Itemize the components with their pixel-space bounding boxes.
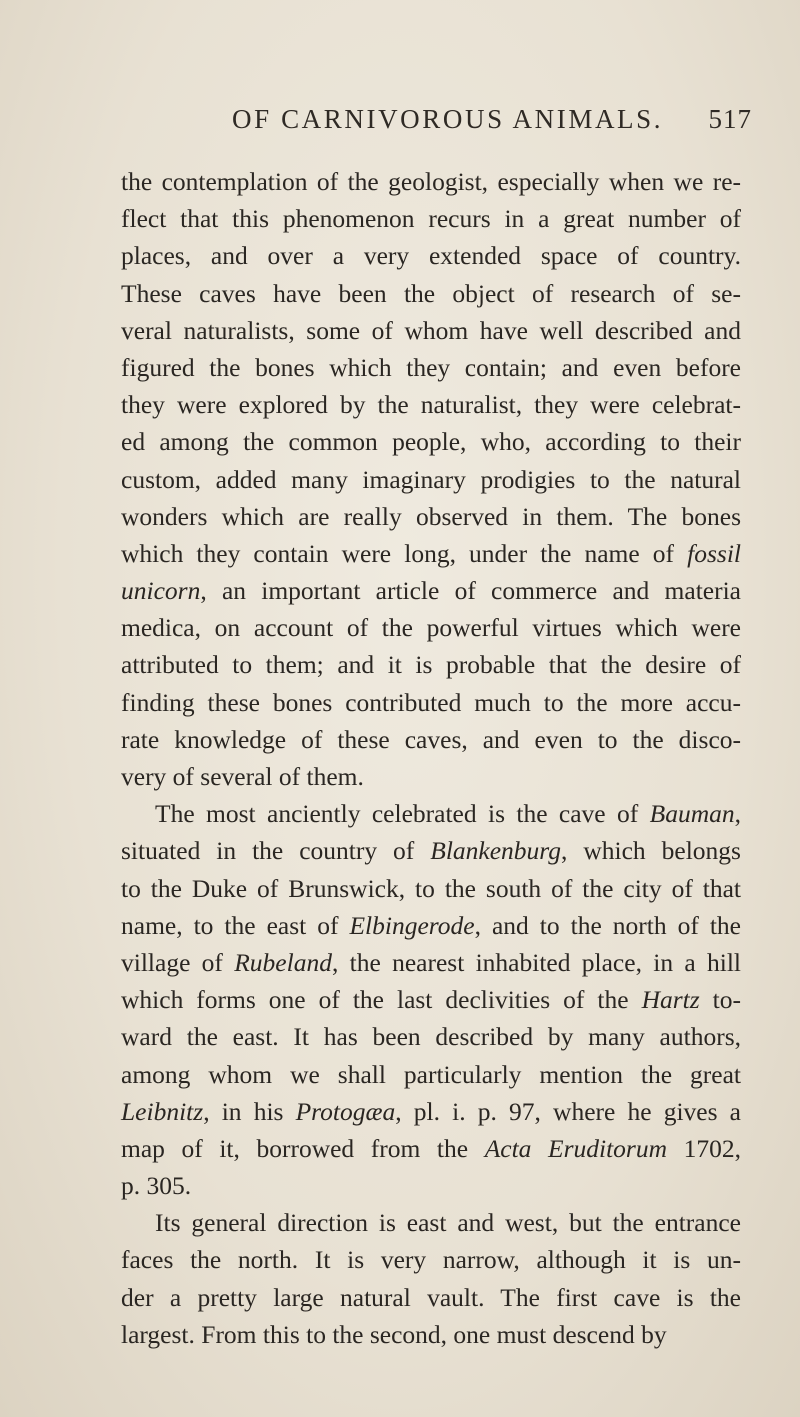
text-line: figured the bones which they contain; and even before — [121, 352, 741, 382]
page-number: 517 — [708, 104, 752, 134]
body-text — [121, 163, 741, 1353]
italic-term: Elbingerode — [349, 910, 475, 940]
text-line: to the Duke of Brunswick, to the south of the city of that — [121, 873, 741, 903]
text-line: situated in the country of Blankenburg, which belongs — [121, 836, 741, 866]
running-head-title: OF CARNIVOROUS ANIMALS. — [232, 104, 664, 134]
italic-term: Protogæa — [295, 1096, 396, 1126]
text-line: attributed to them; and it is probable that the desire of — [121, 650, 741, 680]
text-line: finding these bones contributed much to the more accu- — [121, 687, 741, 717]
italic-term: Leibnitz — [121, 1096, 204, 1126]
italic-term: Acta Eruditorum — [484, 1133, 668, 1163]
text-line: they were explored by the naturalist, they were celebrat- — [121, 390, 741, 420]
text-line: veral naturalists, some of whom have well described and — [121, 315, 741, 345]
text-line: ward the east. It has been described by many authors, — [121, 1022, 741, 1052]
text-line: which forms one of the last declivities of the Hartz to- — [121, 985, 741, 1015]
text-line: unicorn, an important article of commerce and materia — [121, 576, 741, 606]
text-line: der a pretty large natural vault. The first cave is the — [121, 1282, 741, 1312]
text-line: medica, on account of the powerful virtues which were — [121, 613, 741, 643]
italic-term: Bauman — [649, 799, 735, 829]
italic-term: fossil — [687, 538, 741, 568]
text-line: which they contain were long, under the name of fossil — [121, 538, 741, 568]
text-line: the contemplation of the geologist, especially when we re- — [121, 167, 741, 196]
text-line: flect that this phenomenon recurs in a great number of — [121, 204, 741, 234]
text-line: Its general direction is east and west, but the entrance — [155, 1208, 741, 1238]
text-line: among whom we shall particularly mention the great — [121, 1059, 741, 1089]
italic-term: Hartz — [641, 985, 700, 1015]
text-line: wonders which are really observed in them. The bones — [121, 501, 741, 531]
text-line: name, to the east of Elbingerode, and to the north of the — [121, 910, 741, 940]
text-line: The most anciently celebrated is the cave of Bauman, — [155, 799, 741, 829]
text-line: places, and over a very extended space of country. — [121, 241, 741, 271]
italic-term: unicorn — [121, 576, 201, 606]
text-line: village of Rubeland, the nearest inhabited place, in a hill — [121, 947, 741, 977]
text-line: rate knowledge of these caves, and even to the disco- — [121, 724, 741, 754]
italic-term: Rubeland — [234, 947, 332, 977]
text-line: largest. From this to the second, one must descend by — [121, 1319, 667, 1349]
running-head — [232, 104, 752, 144]
text-line: custom, added many imaginary prodigies to the natural — [121, 464, 741, 494]
text-line: map of it, borrowed from the Acta Eruditorum 1702, — [121, 1133, 741, 1163]
italic-term: Blankenburg — [430, 836, 562, 866]
text-line: Leibnitz, in his Protogæa, pl. i. p. 97, where he gives a — [121, 1096, 741, 1126]
text-line: very of several of them. — [121, 762, 364, 791]
text-line: faces the north. It is very narrow, although it is un- — [121, 1245, 741, 1275]
text-line: ed among the common people, who, according to their — [121, 427, 741, 457]
text-line: p. 305. — [121, 1171, 192, 1201]
text-line: These caves have been the object of research of se- — [121, 278, 741, 308]
